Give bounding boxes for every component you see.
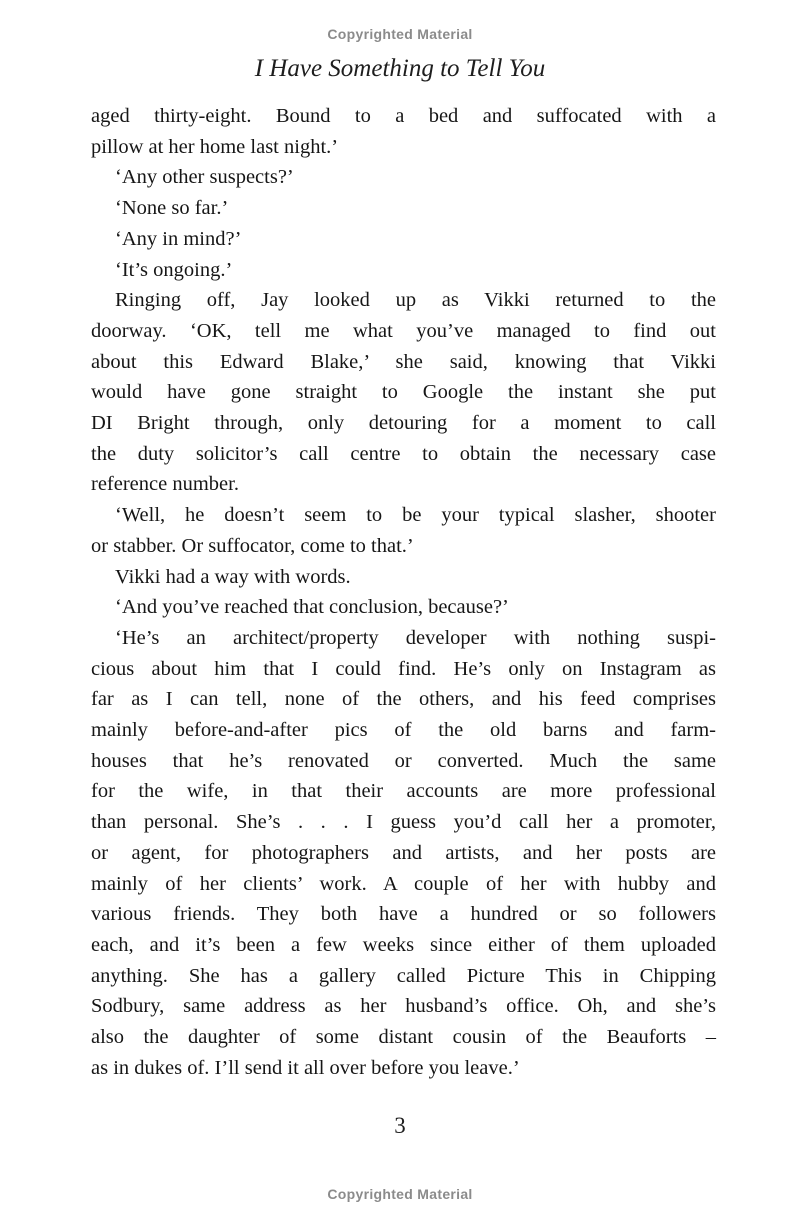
text-line: Sodbury, same address as her husband’s office. Oh, and she’s xyxy=(91,995,716,1018)
text-line: anything. She has a gallery called Picture This in Chipping xyxy=(91,964,716,987)
text-line: each, and it’s been a few weeks since either of them uploaded xyxy=(91,933,716,956)
text-line: or stabber. Or suffocator, come to that.’ xyxy=(91,534,414,557)
text-line: ‘None so far.’ xyxy=(115,197,229,220)
text-line: also the daughter of some distant cousin of the Beauforts – xyxy=(91,1026,716,1049)
text-line: Vikki had a way with words. xyxy=(115,565,351,588)
text-line: ‘It’s ongoing.’ xyxy=(115,258,233,281)
text-line: DI Bright through, only detouring for a moment to call xyxy=(91,412,716,435)
text-line: cious about him that I could find. He’s only on Instagram as xyxy=(91,657,716,680)
text-line: ‘Any other suspects?’ xyxy=(115,166,294,189)
text-line: ‘He’s an architect/property developer with nothing suspi- xyxy=(115,626,716,649)
text-line: houses that he’s renovated or converted. Much the same xyxy=(91,749,716,772)
text-line: ‘Any in mind?’ xyxy=(115,227,242,250)
text-line: doorway. ‘OK, tell me what you’ve managed to find out xyxy=(91,319,716,342)
text-line: about this Edward Blake,’ she said, knowing that Vikki xyxy=(91,350,716,373)
top-copyright-watermark: Copyrighted Material xyxy=(327,26,473,42)
text-line: various friends. They both have a hundred or so followers xyxy=(91,903,716,926)
text-line: for the wife, in that their accounts are more professional xyxy=(91,780,716,803)
text-line: pillow at her home last night.’ xyxy=(91,135,339,158)
text-line: would have gone straight to Google the instant she put xyxy=(91,381,716,404)
text-line: ‘And you’ve reached that conclusion, because?’ xyxy=(115,596,509,619)
bottom-copyright-watermark: Copyrighted Material xyxy=(327,1186,473,1202)
text-line: aged thirty-eight. Bound to a bed and suffocated with a xyxy=(91,105,716,127)
text-line: or agent, for photographers and artists, and her posts are xyxy=(91,841,716,864)
text-line: than personal. She’s . . . I guess you’d call her a promoter, xyxy=(91,811,716,834)
text-line: the duty solicitor’s call centre to obtain the necessary case xyxy=(91,442,716,465)
text-line: mainly of her clients’ work. A couple of her with hubby and xyxy=(91,872,716,895)
text-line: mainly before-and-after pics of the old barns and farm- xyxy=(91,719,716,742)
page-number: 3 xyxy=(394,1113,406,1138)
text-line: far as I can tell, none of the others, and his feed comprises xyxy=(91,688,716,711)
text-line: ‘Well, he doesn’t seem to be your typical slasher, shooter xyxy=(115,504,716,527)
text-line: as in dukes of. I’ll send it all over before you leave.’ xyxy=(91,1056,520,1079)
running-head-title: I Have Something to Tell You xyxy=(254,55,546,82)
body-text-block xyxy=(91,101,716,1084)
text-line: reference number. xyxy=(91,473,239,496)
text-line: Ringing off, Jay looked up as Vikki returned to the xyxy=(115,289,716,312)
